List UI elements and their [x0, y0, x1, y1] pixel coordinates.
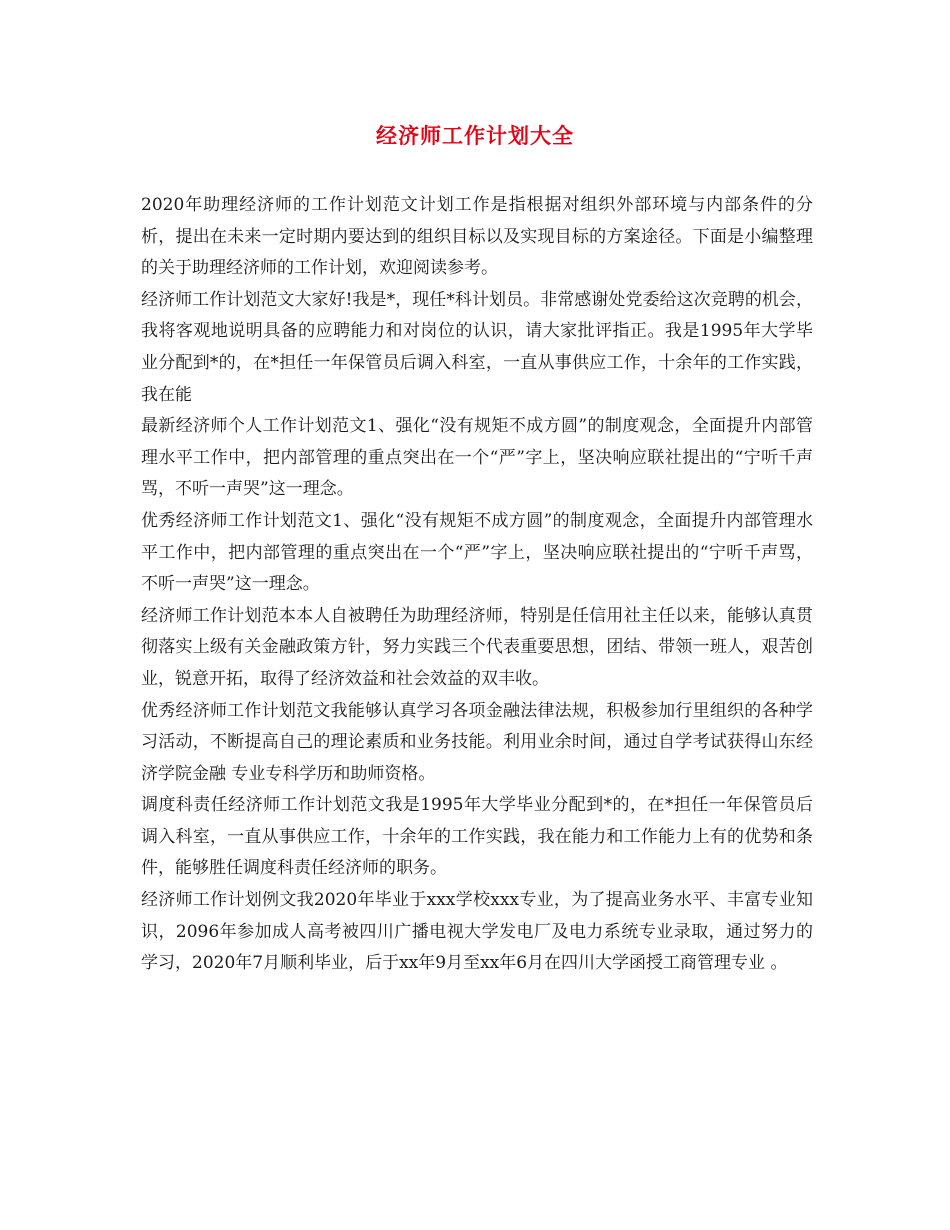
paragraph-2: 经济师工作计划范文大家好!我是*，现任*科计划员。非常感谢处党委给这次竞聘的机会，我将客观地说明具备的应聘能力和对岗位的认识，请大家批评指正。我是1995年大学毕业分配到*的，在*担任一年保管员后调入科室，一直从事供应工作，十余年的工作实践，我在能 [141, 289, 813, 405]
paragraph-4: 优秀经济师工作计划范文1、强化“没有规矩不成方圆”的制度观念，全面提升内部管理水平工作中，把内部管理的重点突出在一个“严”字上，坚决响应联社提出的“宁听千声骂，不听一声哭”这一理念。 [141, 510, 813, 595]
document-body [141, 190, 813, 980]
document-title: 经济师工作计划大全 [376, 123, 574, 148]
paragraph-1: 2020年助理经济师的工作计划范文计划工作是指根据对组织外部环境与内部条件的分析，提出在未来一定时期内要达到的组织目标以及实现目标的方案途径。下面是小编整理的关于助理经济师的工作计划，欢迎阅读参考。 [141, 195, 813, 279]
paragraph-6: 优秀经济师工作计划范文我能够认真学习各项金融法律法规，积极参加行里组织的各种学习活动，不断提高自己的理论素质和业务技能。利用业余时间，通过自学考试获得山东经济学院金融 专业专科学历和助师资格。 [141, 700, 813, 784]
paragraph-8: 经济师工作计划例文我2020年毕业于xxx学校xxx专业，为了提高业务水平、丰富专业知识，2096年参加成人高考被四川广播电视大学发电厂及电力系统专业录取，通过努力的学习，2020年7月顺利毕业，后于xx年9月至xx年6月在四川大学函授工商管理专业 。 [141, 890, 813, 974]
paragraph-3: 最新经济师个人工作计划范文1、强化“没有规矩不成方圆”的制度观念，全面提升内部管理水平工作中，把内部管理的重点突出在一个“严”字上，坚决响应联社提出的“宁听千声骂，不听一声哭”这一理念。 [141, 416, 813, 500]
paragraph-7: 调度科责任经济师工作计划范文我是1995年大学毕业分配到*的，在*担任一年保管员后调入科室，一直从事供应工作，十余年的工作实践，我在能力和工作能力上有的优势和条件，能够胜任调度科责任经济师的职务。 [141, 795, 813, 879]
paragraph-5: 经济师工作计划范本本人自被聘任为助理经济师，特别是任信用社主任以来，能够认真贯彻落实上级有关金融政策方针，努力实践三个代表重要思想，团结、带领一班人，艰苦创业，锐意开拓，取得了经济效益和社会效益的双丰收。 [141, 605, 813, 689]
